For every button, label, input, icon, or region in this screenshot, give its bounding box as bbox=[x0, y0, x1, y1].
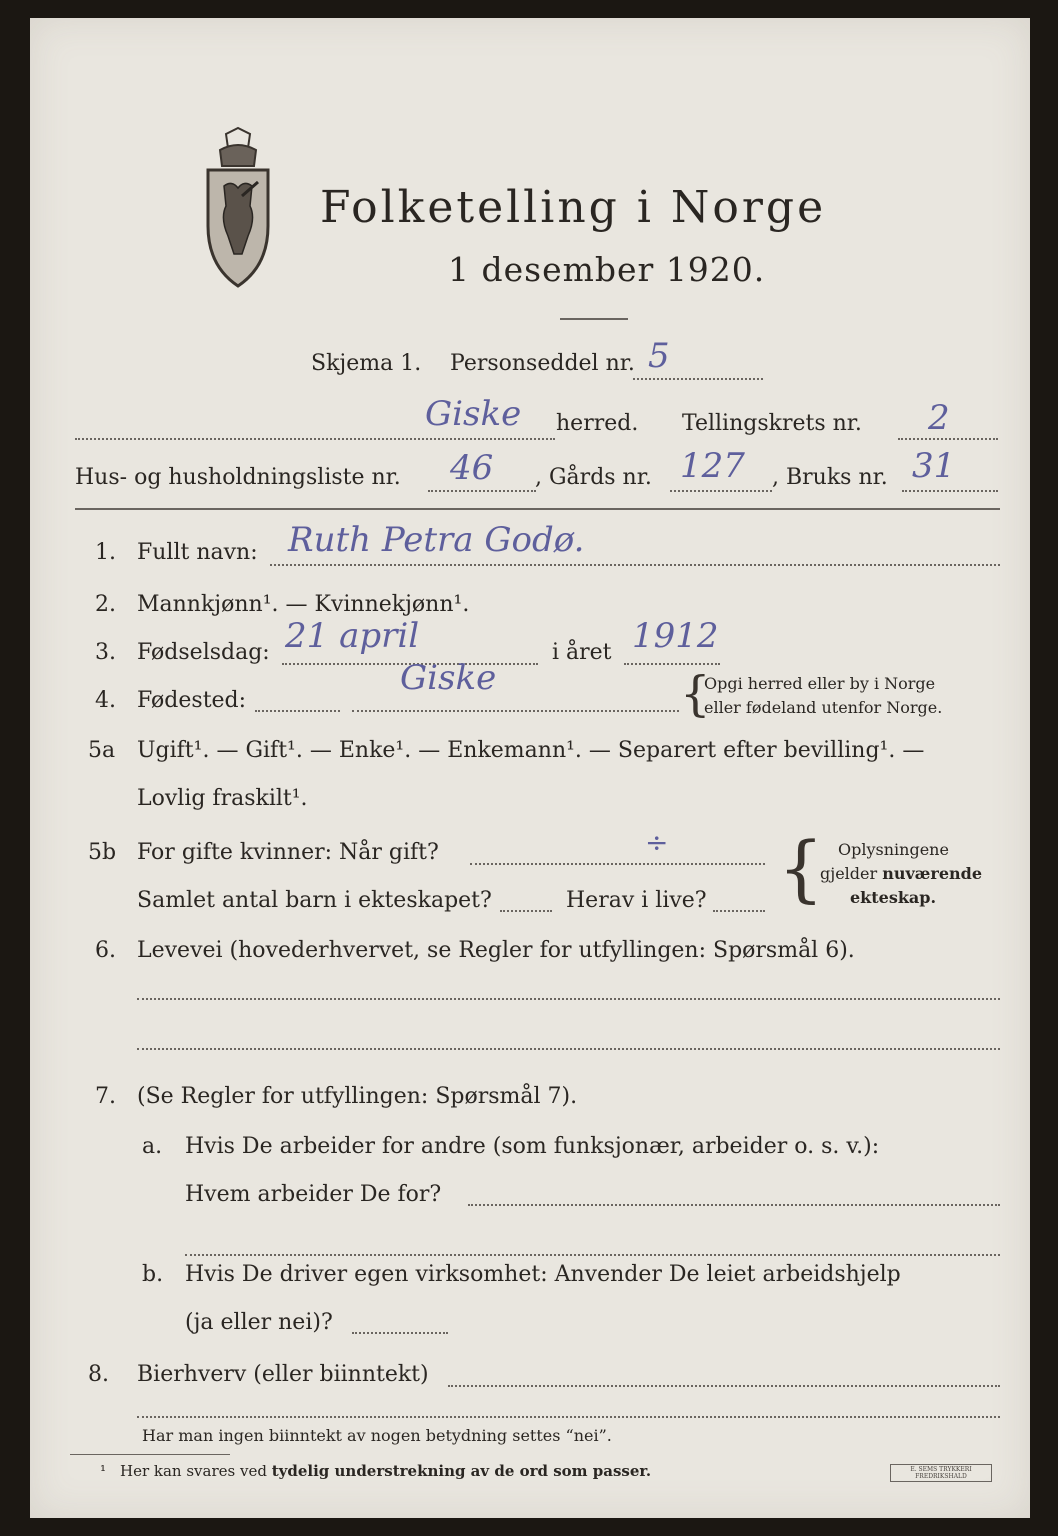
footnote-text-b: tydelig understrekning av de ord som passer. bbox=[271, 1462, 652, 1480]
q7b-line1: Hvis De driver egen virksomhet: Anvender De leiet arbeidshjelp bbox=[185, 1262, 901, 1287]
q5a-line1: Ugift¹. — Gift¹. — Enke¹. — Enkemann¹. — Separert efter bevilling¹. — bbox=[137, 738, 925, 763]
census-date: 1 desember 1920. bbox=[448, 250, 766, 289]
bruks-value: 31 bbox=[912, 446, 956, 486]
q1-number: 1. bbox=[95, 540, 116, 565]
tellingskrets-label: Tellingskrets nr. bbox=[682, 411, 862, 436]
q5a-number: 5a bbox=[88, 738, 116, 763]
q3-year-label: i året bbox=[552, 640, 612, 665]
q2-label: Mannkjønn¹. — Kvinnekjønn¹. bbox=[137, 592, 470, 617]
q7a-employer-line bbox=[468, 1204, 1000, 1206]
bruks-line bbox=[902, 490, 998, 492]
q6-number: 6. bbox=[95, 938, 116, 963]
q2-number: 2. bbox=[95, 592, 116, 617]
q3-year-line bbox=[624, 663, 720, 665]
q7a-employer-line2 bbox=[185, 1254, 1000, 1256]
skjema-label: Skjema 1. bbox=[311, 351, 422, 376]
q8-line2 bbox=[137, 1416, 1000, 1418]
living-children-line bbox=[713, 910, 765, 912]
personseddel-label: Personseddel nr. bbox=[450, 351, 635, 376]
q5b-note-gjelder: gjelder bbox=[820, 864, 883, 883]
q7-number: 7. bbox=[95, 1084, 116, 1109]
printer-stamp bbox=[890, 1464, 992, 1482]
birth-date-value: 21 april bbox=[285, 616, 420, 656]
birth-year-value: 1912 bbox=[632, 616, 719, 656]
gards-label: , Gårds nr. bbox=[535, 465, 652, 490]
q8-number: 8. bbox=[88, 1362, 109, 1387]
married-date-value: ÷ bbox=[645, 826, 669, 859]
q7-label: (Se Regler for utfyllingen: Spørsmål 7). bbox=[137, 1084, 578, 1109]
footnote-rule bbox=[70, 1454, 230, 1455]
married-date-line bbox=[470, 863, 765, 865]
q8-label: Bierhverv (eller biinntekt) bbox=[137, 1362, 429, 1387]
q6-line1 bbox=[137, 998, 1000, 1000]
q4-label: Fødested: bbox=[137, 688, 247, 713]
q5b-line1: For gifte kvinner: Når gift? bbox=[137, 840, 439, 865]
q4-line-a bbox=[255, 710, 340, 712]
q4-line-b bbox=[352, 710, 679, 712]
q1-line bbox=[270, 564, 1000, 566]
q5b-line2: Samlet antal barn i ekteskapet? bbox=[137, 888, 492, 913]
q4-number: 4. bbox=[95, 688, 116, 713]
q8-line1 bbox=[448, 1385, 1000, 1387]
personseddel-value: 5 bbox=[648, 336, 670, 376]
norwegian-coat-of-arms-icon bbox=[198, 126, 278, 292]
gards-value: 127 bbox=[680, 446, 745, 486]
q3-label: Fødselsdag: bbox=[137, 640, 270, 665]
q7a-letter: a. bbox=[142, 1134, 163, 1159]
footnote-mark: ¹ bbox=[100, 1462, 107, 1480]
q5b-note-line3: ekteskap. bbox=[850, 888, 937, 907]
footnote-text-a: Her kan svares ved bbox=[120, 1462, 272, 1480]
footnote-text bbox=[120, 1462, 651, 1480]
q3-number: 3. bbox=[95, 640, 116, 665]
q5b-line2-b: Herav i live? bbox=[566, 888, 707, 913]
tellingskrets-line bbox=[898, 438, 998, 440]
q7b-answer-line bbox=[352, 1332, 448, 1334]
q5b-number: 5b bbox=[88, 840, 117, 865]
herred-value: Giske bbox=[425, 394, 522, 434]
q6-label: Levevei (hovederhvervet, se Regler for utfyllingen: Spørsmål 6). bbox=[137, 938, 855, 963]
q4-brace: { bbox=[680, 666, 711, 722]
q5b-brace: { bbox=[778, 826, 824, 910]
q4-note-line2: eller fødeland utenfor Norge. bbox=[704, 698, 943, 717]
q7a-line1: Hvis De arbeider for andre (som funksjonær, arbeider o. s. v.): bbox=[185, 1134, 880, 1159]
q5b-note-current: nuværende bbox=[882, 864, 983, 883]
q5a-line2: Lovlig fraskilt¹. bbox=[137, 786, 308, 811]
census-form bbox=[30, 18, 1030, 1518]
q5b-note-line2 bbox=[820, 864, 982, 883]
printer-stamp-line1: E. SEMS TRYKKERI bbox=[910, 1466, 972, 1473]
personseddel-line bbox=[633, 378, 763, 380]
q1-label: Fullt navn: bbox=[137, 540, 258, 565]
birthplace-value: Giske bbox=[400, 658, 497, 698]
q4-note-line1: Opgi herred eller by i Norge bbox=[704, 674, 936, 693]
hus-label: Hus- og husholdningsliste nr. bbox=[75, 465, 401, 490]
title-divider bbox=[560, 318, 628, 320]
q6-line2 bbox=[137, 1048, 1000, 1050]
header-rule bbox=[75, 508, 1000, 510]
herred-line bbox=[75, 438, 555, 440]
form-title: Folketelling i Norge bbox=[320, 182, 827, 233]
hus-value: 46 bbox=[450, 448, 494, 488]
gards-line bbox=[670, 490, 772, 492]
tellingskrets-value: 2 bbox=[928, 398, 950, 438]
full-name-value: Ruth Petra Godø. bbox=[288, 520, 585, 560]
hus-line bbox=[428, 490, 536, 492]
printer-stamp-line2: FREDRIKSHALD bbox=[915, 1473, 967, 1480]
herred-label: herred. bbox=[556, 411, 639, 436]
q8-note: Har man ingen biinntekt av nogen betydning settes “nei”. bbox=[142, 1426, 612, 1445]
bruks-label: , Bruks nr. bbox=[772, 465, 888, 490]
q7b-letter: b. bbox=[142, 1262, 164, 1287]
children-line bbox=[500, 910, 552, 912]
q7a-line2: Hvem arbeider De for? bbox=[185, 1182, 442, 1207]
q7b-line2: (ja eller nei)? bbox=[185, 1310, 333, 1335]
q5b-note-line1: Oplysningene bbox=[838, 840, 949, 859]
